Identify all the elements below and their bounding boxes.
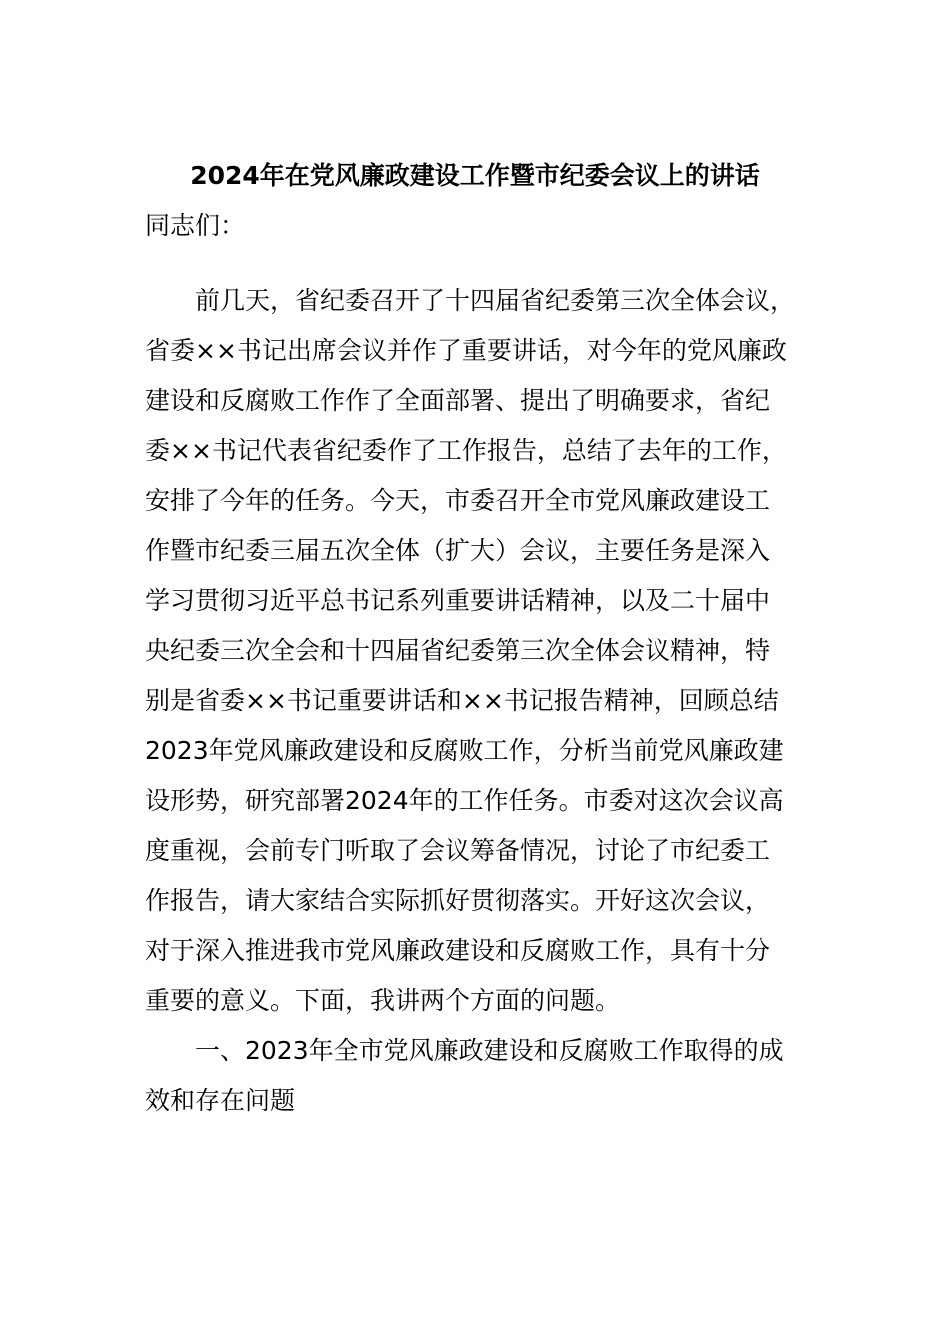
salutation: 同志们： [145,211,246,240]
paragraph-line: 度重视，会前专门听取了会议筹备情况，讨论了市纪委工 [145,836,771,865]
paragraph-line: 作暨市纪委三届五次全体（扩大）会议，主要任务是深入 [145,536,771,565]
paragraph-line: 央纪委三次全会和十四届省纪委第三次全体会议精神，特 [145,636,771,665]
paragraph-line: 别是省委××书记重要讲话和××书记报告精神，回顾总结 [145,686,779,715]
paragraph-line: 安排了今年的任务。今天，市委召开全市党风廉政建设工 [145,486,771,515]
paragraph-line: 2023年党风廉政建设和反腐败工作，分析当前党风廉政建 [145,736,784,765]
section-heading-line: 效和存在问题 [145,1086,296,1115]
paragraph-line: 重要的意义。下面，我讲两个方面的问题。 [145,986,621,1015]
paragraph-line: 省委××书记出席会议并作了重要讲话，对今年的党风廉政 [145,336,787,365]
paragraph-line: 建设和反腐败工作作了全面部署、提出了明确要求，省纪 [145,386,771,415]
section-heading-line: 一、2023年全市党风廉政建设和反腐败工作取得的成 [195,1036,784,1065]
paragraph-line: 前几天，省纪委召开了十四届省纪委第三次全体会议， [195,286,796,315]
document-title: 2024年在党风廉政建设工作暨市纪委会议上的讲话 [190,161,760,190]
paragraph-line: 作报告，请大家结合实际抓好贯彻落实。开好这次会议， [145,886,771,915]
paragraph-line: 委××书记代表省纪委作了工作报告，总结了去年的工作， [145,436,787,465]
paragraph-line: 对于深入推进我市党风廉政建设和反腐败工作，具有十分 [145,936,771,965]
paragraph-line: 学习贯彻习近平总书记系列重要讲话精神，以及二十届中 [145,586,771,615]
paragraph-line: 设形势，研究部署2024年的工作任务。市委对这次会议高 [145,786,784,815]
